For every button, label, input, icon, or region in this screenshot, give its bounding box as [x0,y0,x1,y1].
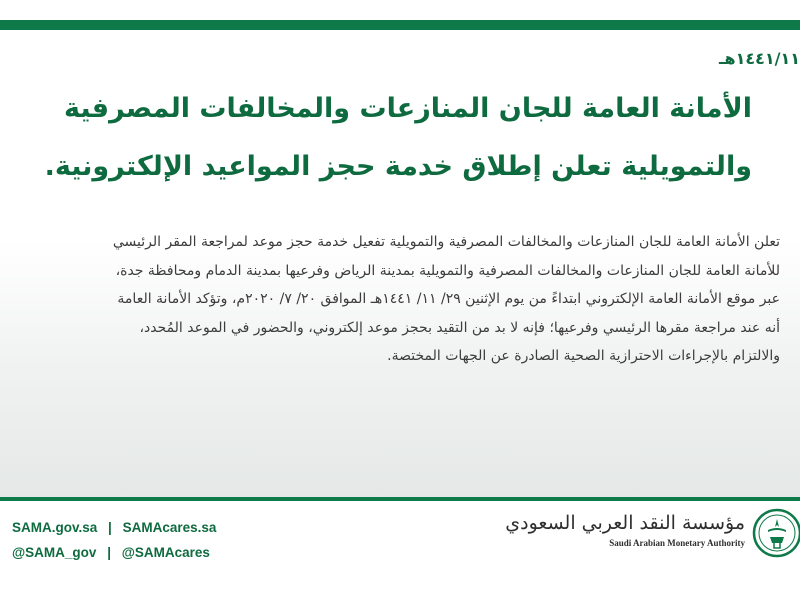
body-line-3: عبر موقع الأمانة العامة الإلكتروني ابتداءً من يوم الإثنين ٢٩/ ١١/ ١٤٤١هـ الموافق ٢٠/ ٧/ ٢٠٢٠م، وتؤكد الأمانة العامة [117,291,780,307]
footer-websites-row [12,515,216,540]
body-line-2: للأمانة العامة للجان المنازعات والمخالفات المصرفية والتمويلية بمدينة الرياض وفرعيها بمدينة الدمام ومحافظة جدة، [115,262,780,279]
website-link[interactable]: SAMA.gov.sa [12,520,98,535]
announcement-title [40,80,752,196]
body-line-5: والالتزام بالإجراءات الاحترازية الصحية الصادرة عن الجهات المختصة. [387,348,780,364]
body-line-4: أنه عند مراجعة مقرها الرئيسي وفرعيها؛ فإنه لا بد من التقيد بحجز موعد إلكتروني، والحضور في الموعد المُحدد، [139,319,780,336]
twitter-care-link[interactable]: @SAMAcares [121,545,210,560]
bottom-rule [0,497,800,501]
announcement-date: ١٤٤١/١١هـ [719,49,800,68]
twitter-main-link[interactable]: @SAMA_gov [12,545,97,560]
title-line-1: الأمانة العامة للجان المنازعات والمخالفات المصرفية [64,93,752,124]
announcement-body [30,228,780,371]
care-site-link[interactable]: SAMAcares.sa [122,520,217,535]
footer-social-row [12,540,216,565]
footer-links [12,515,216,565]
brand-arabic-name: مؤسسة النقد العربي السعودي [505,512,745,534]
title-line-2: والتمويلية تعلن إطلاق خدمة حجز المواعيد الإلكترونية. [44,151,752,182]
brand-english-name: Saudi Arabian Monetary Authority [609,538,745,548]
footer-separator: | [107,545,111,560]
body-line-1: تعلن الأمانة العامة للجان المنازعات والمخالفات المصرفية والتمويلية تفعيل خدمة حجز موعد لمراجعة المقر الرئيسي [112,234,780,250]
sama-emblem-icon [752,508,800,558]
sama-logo [505,508,800,560]
footer-separator: | [108,520,112,535]
